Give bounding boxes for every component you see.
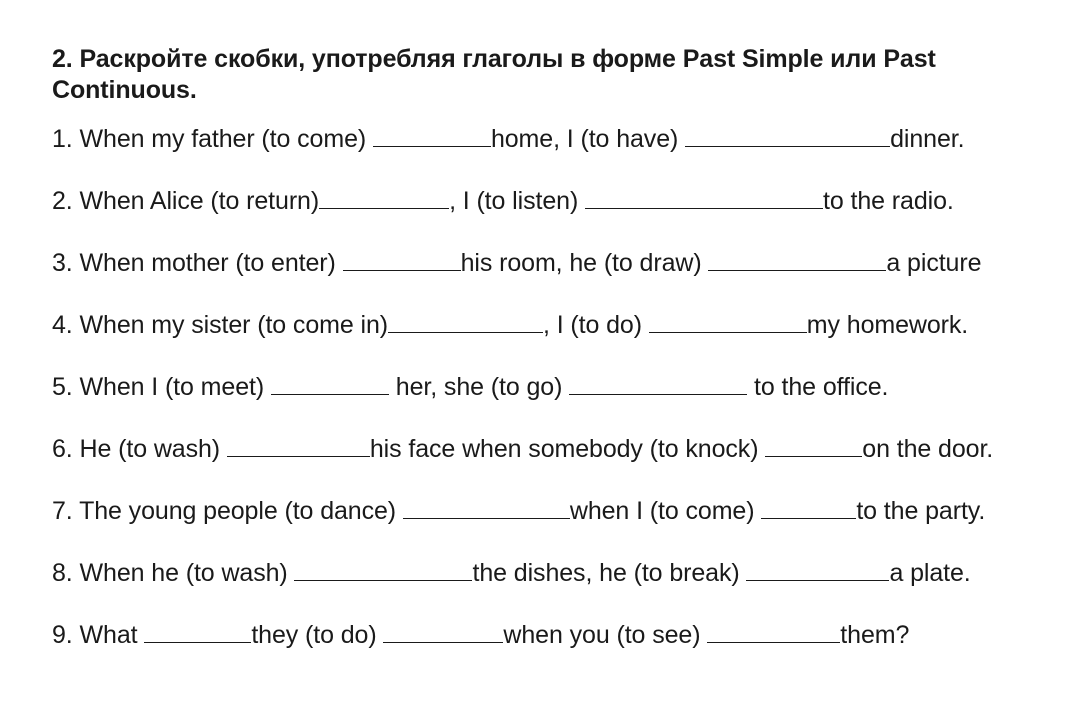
sentence-text: when I (to come) [569,497,762,525]
exercise-number: 6. [52,435,73,463]
sentence-text: my homework. [806,311,969,339]
sentence-text: When my father (to come) [79,125,373,153]
sentence-text: when you (to see) [503,621,708,649]
sentence-text: them? [840,621,910,649]
exercise-item [52,124,1062,186]
exercise-number: 2. [52,187,73,215]
answer-blank[interactable] [649,312,807,333]
exercise-item [52,558,1062,620]
exercise-number: 5. [52,373,73,401]
answer-blank[interactable] [708,250,886,271]
answer-blank[interactable] [373,126,491,147]
sentence-text: When he (to wash) [79,559,295,587]
exercise-item [52,186,1062,248]
answer-blank[interactable] [388,312,543,333]
answer-blank[interactable] [144,622,251,643]
answer-blank[interactable] [761,498,856,519]
exercise-item [52,434,1062,496]
answer-blank[interactable] [746,560,889,581]
sentence-text: on the door. [862,435,994,463]
sentence-text: her, she (to go) [388,373,570,401]
answer-blank[interactable] [707,622,840,643]
answer-blank[interactable] [319,188,449,209]
exercise-number: 9. [52,621,73,649]
sentence-text: He (to wash) [79,435,227,463]
answer-blank[interactable] [765,436,862,457]
exercise-number: 3. [52,249,73,277]
sentence-text: When Alice (to return) [79,187,320,215]
sentence-text: a plate. [889,559,971,587]
answer-blank[interactable] [227,436,370,457]
exercise-item [52,620,1062,682]
exercise-number: 7. [52,497,73,525]
sentence-text: they (to do) [251,621,384,649]
sentence-text: to the party. [856,497,986,525]
answer-blank[interactable] [569,374,747,395]
answer-blank[interactable] [343,250,461,271]
exercise-list [52,124,1062,682]
answer-blank[interactable] [685,126,890,147]
worksheet-page [52,44,1062,682]
exercise-number: 1. [52,125,73,153]
exercise-number: 8. [52,559,73,587]
sentence-text: to the radio. [823,187,954,215]
answer-blank[interactable] [383,622,503,643]
sentence-text: the dishes, he (to break) [472,559,747,587]
exercise-item [52,310,1062,372]
sentence-text: , I (to do) [543,311,649,339]
exercise-number: 4. [52,311,73,339]
answer-blank[interactable] [403,498,570,519]
sentence-text: his face when somebody (to knock) [369,435,766,463]
answer-blank[interactable] [585,188,823,209]
sentence-text: The young people (to dance) [79,497,403,525]
sentence-text: , I (to listen) [449,187,586,215]
sentence-text: When mother (to enter) [79,249,343,277]
exercise-item [52,372,1062,434]
sentence-text: When I (to meet) [79,373,271,401]
sentence-text: his room, he (to draw) [460,249,709,277]
exercise-item [52,248,1062,310]
sentence-text: What [79,621,145,649]
exercise-item [52,496,1062,558]
answer-blank[interactable] [294,560,472,581]
sentence-text: a picture [886,249,982,277]
sentence-text: dinner. [890,125,965,153]
sentence-text: to the office. [747,373,889,401]
sentence-text: home, I (to have) [490,125,686,153]
answer-blank[interactable] [271,374,389,395]
sentence-text: When my sister (to come in) [79,311,388,339]
exercise-title: 2. Раскройте скобки, употребляя глаголы в форме Past Simple или Past Continuous. [52,45,936,104]
